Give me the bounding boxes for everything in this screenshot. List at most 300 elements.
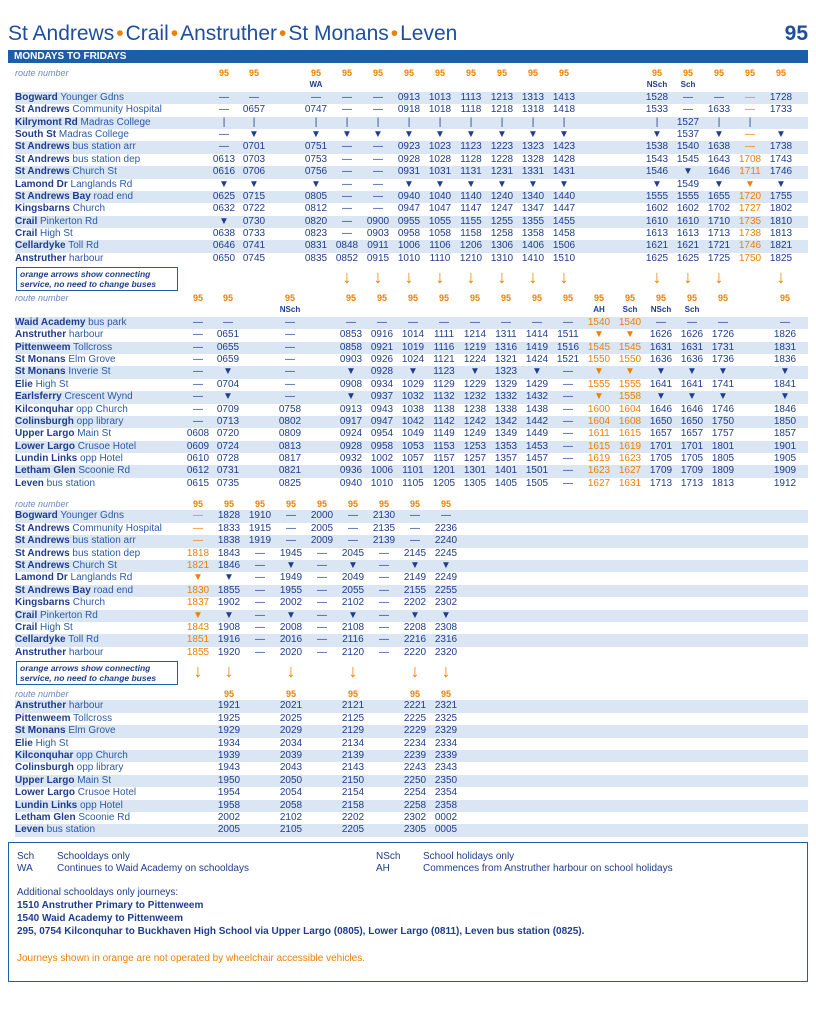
time-cell: — [718, 316, 728, 328]
time-cell: — [379, 646, 389, 658]
stop-row [15, 597, 808, 609]
route-number-cell: 95 [409, 689, 420, 699]
time-cell: 1349 [494, 428, 518, 440]
time-cell: 1057 [401, 453, 425, 465]
time-cell: — [249, 91, 259, 103]
time-cell: — [193, 403, 203, 415]
time-cell: 1735 [738, 215, 762, 227]
route-number-label: route number [15, 293, 69, 303]
time-cell: 0809 [278, 428, 302, 440]
stop-name [15, 585, 133, 597]
time-cell: — [317, 646, 327, 658]
time-cell: ▼ [532, 366, 542, 378]
time-cell: 0610 [186, 453, 210, 465]
time-cell: 1733 [769, 104, 793, 116]
stop-place: St Monans [15, 353, 66, 365]
time-cell: 0858 [339, 341, 363, 353]
time-cell: 1746 [769, 166, 793, 178]
stop-place: Earlsferry [15, 391, 62, 403]
time-cell: 1014 [401, 329, 425, 341]
route-number-cell: 95 [310, 68, 321, 78]
footer-notes [8, 842, 808, 982]
stop-row [15, 725, 808, 737]
time-cell: 1101 [402, 465, 424, 477]
stop-place: Waid Academy [15, 316, 86, 328]
route-number-cell: 95 [531, 293, 542, 303]
time-cell: 2145 [403, 547, 427, 559]
time-cell: — [439, 316, 449, 328]
time-cell: 2034 [279, 737, 303, 749]
time-cell: 1228 [490, 153, 514, 165]
stop-detail: Madras College [77, 116, 151, 128]
route-number-cell: 95 [376, 293, 387, 303]
time-cell: — [532, 316, 542, 328]
time-cell: ▼ [193, 609, 203, 621]
time-cell: 1511 [557, 329, 579, 341]
time-cell: 1702 [707, 203, 731, 215]
time-cell: 1709 [680, 465, 704, 477]
time-cell: 2102 [279, 811, 303, 823]
stop-place: Lundin Links [15, 799, 78, 811]
time-cell: 1024 [401, 353, 425, 365]
time-cell: 0947 [397, 203, 421, 215]
time-cell: 2154 [341, 787, 365, 799]
time-cell: — [317, 572, 327, 584]
time-cell: 1138 [433, 403, 455, 415]
stop-row [15, 317, 808, 329]
stop-place: Upper Largo [15, 428, 75, 440]
stop-place: St Andrews [15, 141, 70, 153]
time-cell: — [563, 316, 573, 328]
stop-detail: Tollcross [70, 341, 113, 353]
route-number-cell: 95 [254, 499, 265, 509]
key-ah-desc: Commences from Anstruther harbour on school holidays [423, 863, 673, 874]
time-cell: — [255, 572, 265, 584]
time-cell: 1029 [401, 378, 425, 390]
time-cell: — [379, 621, 389, 633]
time-cell: 1142 [433, 415, 455, 427]
time-cell: 1910 [248, 510, 272, 522]
stop-detail: Tollcross [70, 712, 113, 724]
time-cell: ▼ [311, 178, 321, 190]
route-number-cell: 95 [248, 68, 259, 78]
time-cell: 1510 [552, 252, 576, 264]
time-cell: 1253 [463, 440, 487, 452]
stop-detail: opp library [73, 415, 124, 427]
time-cell: 0943 [370, 403, 394, 415]
stop-row [15, 738, 808, 750]
time-cell: 2045 [341, 547, 365, 559]
additional-journey-3: 295, 0754 Kilconquhar to Buckhaven High School via Upper Largo (0805), Lower Largo (0811), Leven bus station (0825). [17, 926, 585, 937]
time-cell: 1255 [490, 215, 514, 227]
stop-place: St Andrews [15, 547, 70, 559]
time-cell: 1705 [649, 453, 673, 465]
time-cell: 1414 [525, 329, 549, 341]
journey-notes-row [15, 304, 808, 316]
time-cell: 1818 [186, 547, 210, 559]
time-cell: 1401 [494, 465, 518, 477]
time-cell: ▼ [687, 391, 697, 403]
stop-detail: bus station arr [69, 535, 136, 547]
time-cell: — [317, 584, 327, 596]
connection-arrows-row [15, 265, 808, 295]
time-cell: 1809 [711, 465, 735, 477]
time-cell: 1516 [556, 341, 580, 353]
time-cell: ▼ [441, 609, 451, 621]
time-cell: 1643 [707, 153, 731, 165]
stop-place: Bogward [15, 510, 58, 522]
time-cell: 2221 [403, 700, 427, 712]
time-cell: ▼ [559, 178, 569, 190]
time-cell: 1615 [587, 440, 611, 452]
time-cell: 1725 [707, 252, 731, 264]
time-cell: 1741 [711, 378, 735, 390]
stop-name [15, 104, 162, 116]
stop-name [15, 416, 123, 428]
time-cell: 1958 [217, 799, 241, 811]
stop-place: Crail [15, 609, 38, 621]
time-cell: 1550 [618, 353, 642, 365]
time-cell: 0703 [242, 153, 266, 165]
time-cell: 1206 [459, 240, 483, 252]
route-number-cell: 95 [500, 293, 511, 303]
time-cell: 1540 [676, 141, 700, 153]
route-number-row [15, 498, 808, 510]
route-number-cell: 95 [223, 689, 234, 699]
time-cell: 2316 [434, 634, 458, 646]
time-cell: 1627 [587, 477, 611, 489]
time-cell: 1720 [738, 190, 762, 202]
time-cell: 2250 [403, 774, 427, 786]
stop-name [15, 787, 136, 799]
stop-place: Crail [15, 215, 38, 227]
stop-row [15, 203, 808, 215]
time-cell: 1321 [494, 353, 518, 365]
time-cell: — [501, 316, 511, 328]
time-cell: — [342, 166, 352, 178]
time-cell: 1442 [525, 415, 549, 427]
time-cell: 2321 [434, 700, 458, 712]
time-cell: 1641 [680, 378, 704, 390]
time-cell: 2130 [372, 510, 396, 522]
stop-detail: Church [70, 597, 106, 609]
time-cell: — [342, 178, 352, 190]
stop-place: Cellardyke [15, 634, 66, 646]
time-cell: — [255, 559, 265, 571]
stop-name [15, 762, 123, 774]
stop-name [15, 240, 99, 252]
stop-detail: High St [32, 378, 69, 390]
time-cell: 1728 [769, 91, 793, 103]
time-cell: 1627 [618, 465, 642, 477]
route-number-label: route number [15, 68, 69, 78]
time-cell: 1619 [618, 440, 642, 452]
stop-place: Crail [15, 621, 38, 633]
time-cell: 0958 [397, 228, 421, 240]
time-cell: 1657 [680, 428, 704, 440]
time-cell: — [342, 91, 352, 103]
time-cell: — [346, 316, 356, 328]
time-cell: 1901 [773, 440, 797, 452]
time-cell: 2102 [341, 597, 365, 609]
time-cell: — [255, 597, 265, 609]
time-cell: 0002 [434, 811, 458, 823]
time-cell: 2002 [279, 597, 303, 609]
time-cell: 1418 [552, 104, 576, 116]
time-cell: ▼ [625, 329, 635, 341]
stop-detail: Main St [74, 774, 112, 786]
journey-note: AH [593, 305, 605, 315]
time-cell: ▼ [404, 128, 414, 140]
stop-detail: bus station dep [69, 547, 141, 559]
time-cell: — [410, 510, 420, 522]
time-cell: 1505 [525, 477, 549, 489]
time-cell: 1305 [463, 477, 487, 489]
time-cell: 2302 [434, 597, 458, 609]
time-cell: 1549 [676, 178, 700, 190]
time-cell: 2050 [279, 774, 303, 786]
time-cell: — [342, 141, 352, 153]
time-cell: 1340 [521, 190, 545, 202]
time-cell: — [219, 91, 229, 103]
stop-row [15, 141, 808, 153]
time-cell: 0615 [186, 477, 210, 489]
time-cell: 2216 [403, 634, 427, 646]
time-cell: 0735 [216, 477, 240, 489]
time-cell: 1329 [494, 378, 518, 390]
time-cell: 1153 [433, 440, 455, 452]
time-cell: 1902 [217, 597, 241, 609]
route-number-cell: 95 [440, 499, 451, 509]
time-cell: 2305 [403, 824, 427, 836]
stop-place: Upper Largo [15, 774, 75, 786]
journey-note: WA [309, 80, 323, 90]
time-cell: 1841 [773, 378, 797, 390]
time-cell: 1019 [401, 341, 425, 353]
time-cell: 1424 [525, 353, 549, 365]
time-cell: — [317, 609, 327, 621]
time-cell: 2016 [279, 634, 303, 646]
stop-row [15, 191, 808, 203]
time-cell: 1238 [463, 403, 487, 415]
time-cell: ▼ [780, 391, 790, 403]
time-cell: — [714, 91, 724, 103]
connection-note-box: orange arrows show connecting service, no need to change buses [16, 661, 178, 685]
time-cell: ▼ [594, 329, 604, 341]
time-cell: 2054 [279, 787, 303, 799]
stop-name [15, 535, 136, 547]
time-cell: 1731 [711, 341, 735, 353]
stop-row [15, 535, 808, 547]
time-cell: — [683, 104, 693, 116]
time-cell: 1232 [463, 391, 487, 403]
place-2: Anstruther [180, 22, 278, 45]
time-cell: | [717, 116, 721, 128]
route-number-cell: 95 [779, 293, 790, 303]
time-cell: 1128 [460, 153, 482, 165]
time-cell: 1638 [707, 141, 731, 153]
time-cell: — [286, 510, 296, 522]
key-nsch-desc: School holidays only [423, 851, 515, 862]
time-cell: — [219, 141, 229, 153]
time-cell: — [656, 316, 666, 328]
time-cell: 1028 [428, 153, 452, 165]
time-cell: — [348, 510, 358, 522]
time-cell: 1631 [649, 341, 673, 353]
stop-row [15, 166, 808, 178]
time-cell: — [377, 316, 387, 328]
stop-row [15, 129, 808, 141]
stop-name [15, 800, 123, 812]
stop-detail: Crescent Wynd [61, 391, 133, 403]
stop-name [15, 560, 117, 572]
time-cell: 0918 [397, 104, 421, 116]
time-cell: 0609 [186, 440, 210, 452]
route-number-cell: 95 [496, 68, 507, 78]
time-cell: 0612 [186, 465, 210, 477]
stop-place: Colinsburgh [15, 415, 74, 427]
stop-place: Lamond Dr [15, 178, 68, 190]
stop-detail: opp library [73, 762, 124, 774]
time-cell: 0638 [212, 228, 236, 240]
time-cell: 1830 [186, 584, 210, 596]
connection-arrow-icon: ↓ [466, 267, 476, 288]
time-cell: 1945 [279, 547, 303, 559]
time-cell: — [317, 597, 327, 609]
time-cell: 2339 [434, 749, 458, 761]
time-cell: 0733 [242, 228, 266, 240]
stop-detail: Church St [69, 559, 117, 571]
stop-detail: bus station arr [69, 141, 136, 153]
time-cell: ▼ [223, 391, 233, 403]
time-cell: 1821 [769, 240, 793, 252]
time-cell: 2258 [403, 799, 427, 811]
stop-name [15, 379, 68, 391]
time-cell: 1342 [494, 415, 518, 427]
time-cell: 1855 [186, 646, 210, 658]
time-cell: 2120 [341, 646, 365, 658]
time-cell: 1600 [587, 403, 611, 415]
stop-detail: Pinkerton Rd [37, 215, 98, 227]
time-cell: 1805 [711, 453, 735, 465]
stop-name [15, 342, 112, 354]
time-cell: — [193, 366, 203, 378]
time-cell: 1316 [494, 341, 518, 353]
time-cell: 1213 [490, 91, 514, 103]
time-cell: — [410, 535, 420, 547]
time-cell: 1905 [773, 453, 797, 465]
time-cell: 1626 [649, 329, 673, 341]
time-cell: 0812 [304, 203, 328, 215]
stop-name [15, 478, 95, 490]
time-cell: — [342, 228, 352, 240]
connection-arrow-icon: ↓ [435, 267, 445, 288]
time-cell: — [470, 316, 480, 328]
time-cell: ▼ [286, 559, 296, 571]
time-cell: 1604 [587, 415, 611, 427]
route-number-cell: 95 [465, 68, 476, 78]
time-cell: — [379, 609, 389, 621]
time-cell: 0917 [339, 415, 363, 427]
time-cell: 1331 [521, 166, 545, 178]
time-cell: 1149 [433, 428, 455, 440]
route-number-cell: 95 [409, 499, 420, 509]
time-cell: 1447 [552, 203, 576, 215]
time-cell: — [286, 535, 296, 547]
time-cell: 0958 [370, 440, 394, 452]
time-cell: ▼ [683, 166, 693, 178]
time-cell: 1313 [521, 91, 545, 103]
time-cell: | [500, 116, 504, 128]
stop-name [15, 647, 103, 659]
time-cell: — [408, 316, 418, 328]
time-cell: 1610 [676, 215, 700, 227]
stop-place: Letham Glen [15, 811, 76, 823]
time-cell: 2005 [217, 824, 241, 836]
stop-row [15, 465, 808, 477]
time-cell: — [255, 621, 265, 633]
time-cell: 0722 [242, 203, 266, 215]
time-cell: 0940 [339, 477, 363, 489]
time-cell: ▼ [656, 366, 666, 378]
stop-detail: road end [90, 190, 134, 202]
time-cell: 1201 [432, 465, 456, 477]
stop-row [15, 154, 808, 166]
time-cell: 0713 [216, 415, 240, 427]
stop-row [15, 117, 808, 129]
time-cell: — [342, 190, 352, 202]
stop-detail: bus station [43, 477, 96, 489]
place-1: Crail [125, 22, 169, 45]
time-cell: 2325 [434, 712, 458, 724]
stop-place: Anstruther [15, 700, 67, 712]
time-cell: 1537 [676, 128, 700, 140]
connection-arrow-icon: ↓ [528, 267, 538, 288]
stop-place: South St [15, 128, 57, 140]
time-cell: 1555 [676, 190, 700, 202]
route-number-cell: 95 [655, 293, 666, 303]
time-cell: 1155 [460, 215, 482, 227]
stop-detail: Church St [69, 166, 117, 178]
route-number-cell: 95 [651, 68, 662, 78]
time-cell: — [379, 547, 389, 559]
time-cell: 0646 [212, 240, 236, 252]
stop-place: Letham Glen [15, 465, 76, 477]
time-cell: 1721 [707, 240, 731, 252]
stop-name [15, 725, 116, 737]
time-cell: 0720 [216, 428, 240, 440]
additional-journey-1: 1510 Anstruther Primary to Pittenweem [17, 900, 204, 911]
time-cell: 0709 [216, 403, 240, 415]
route-number-cell: 95 [527, 68, 538, 78]
time-cell: — [563, 415, 573, 427]
dot-separator: • [116, 22, 124, 45]
time-cell: ▼ [466, 128, 476, 140]
time-cell: 1540 [618, 316, 642, 328]
stop-place: Pittenweem [15, 712, 71, 724]
time-cell: 0802 [278, 415, 302, 427]
time-cell: 1240 [490, 190, 514, 202]
time-cell: 0758 [278, 403, 302, 415]
time-cell: 1006 [370, 465, 394, 477]
stop-place: Leven [15, 477, 44, 489]
time-cell: | [252, 116, 256, 128]
stop-name [15, 216, 98, 228]
time-cell: — [193, 353, 203, 365]
time-cell: 0915 [366, 252, 390, 264]
time-cell: — [745, 104, 755, 116]
time-cell: — [780, 316, 790, 328]
